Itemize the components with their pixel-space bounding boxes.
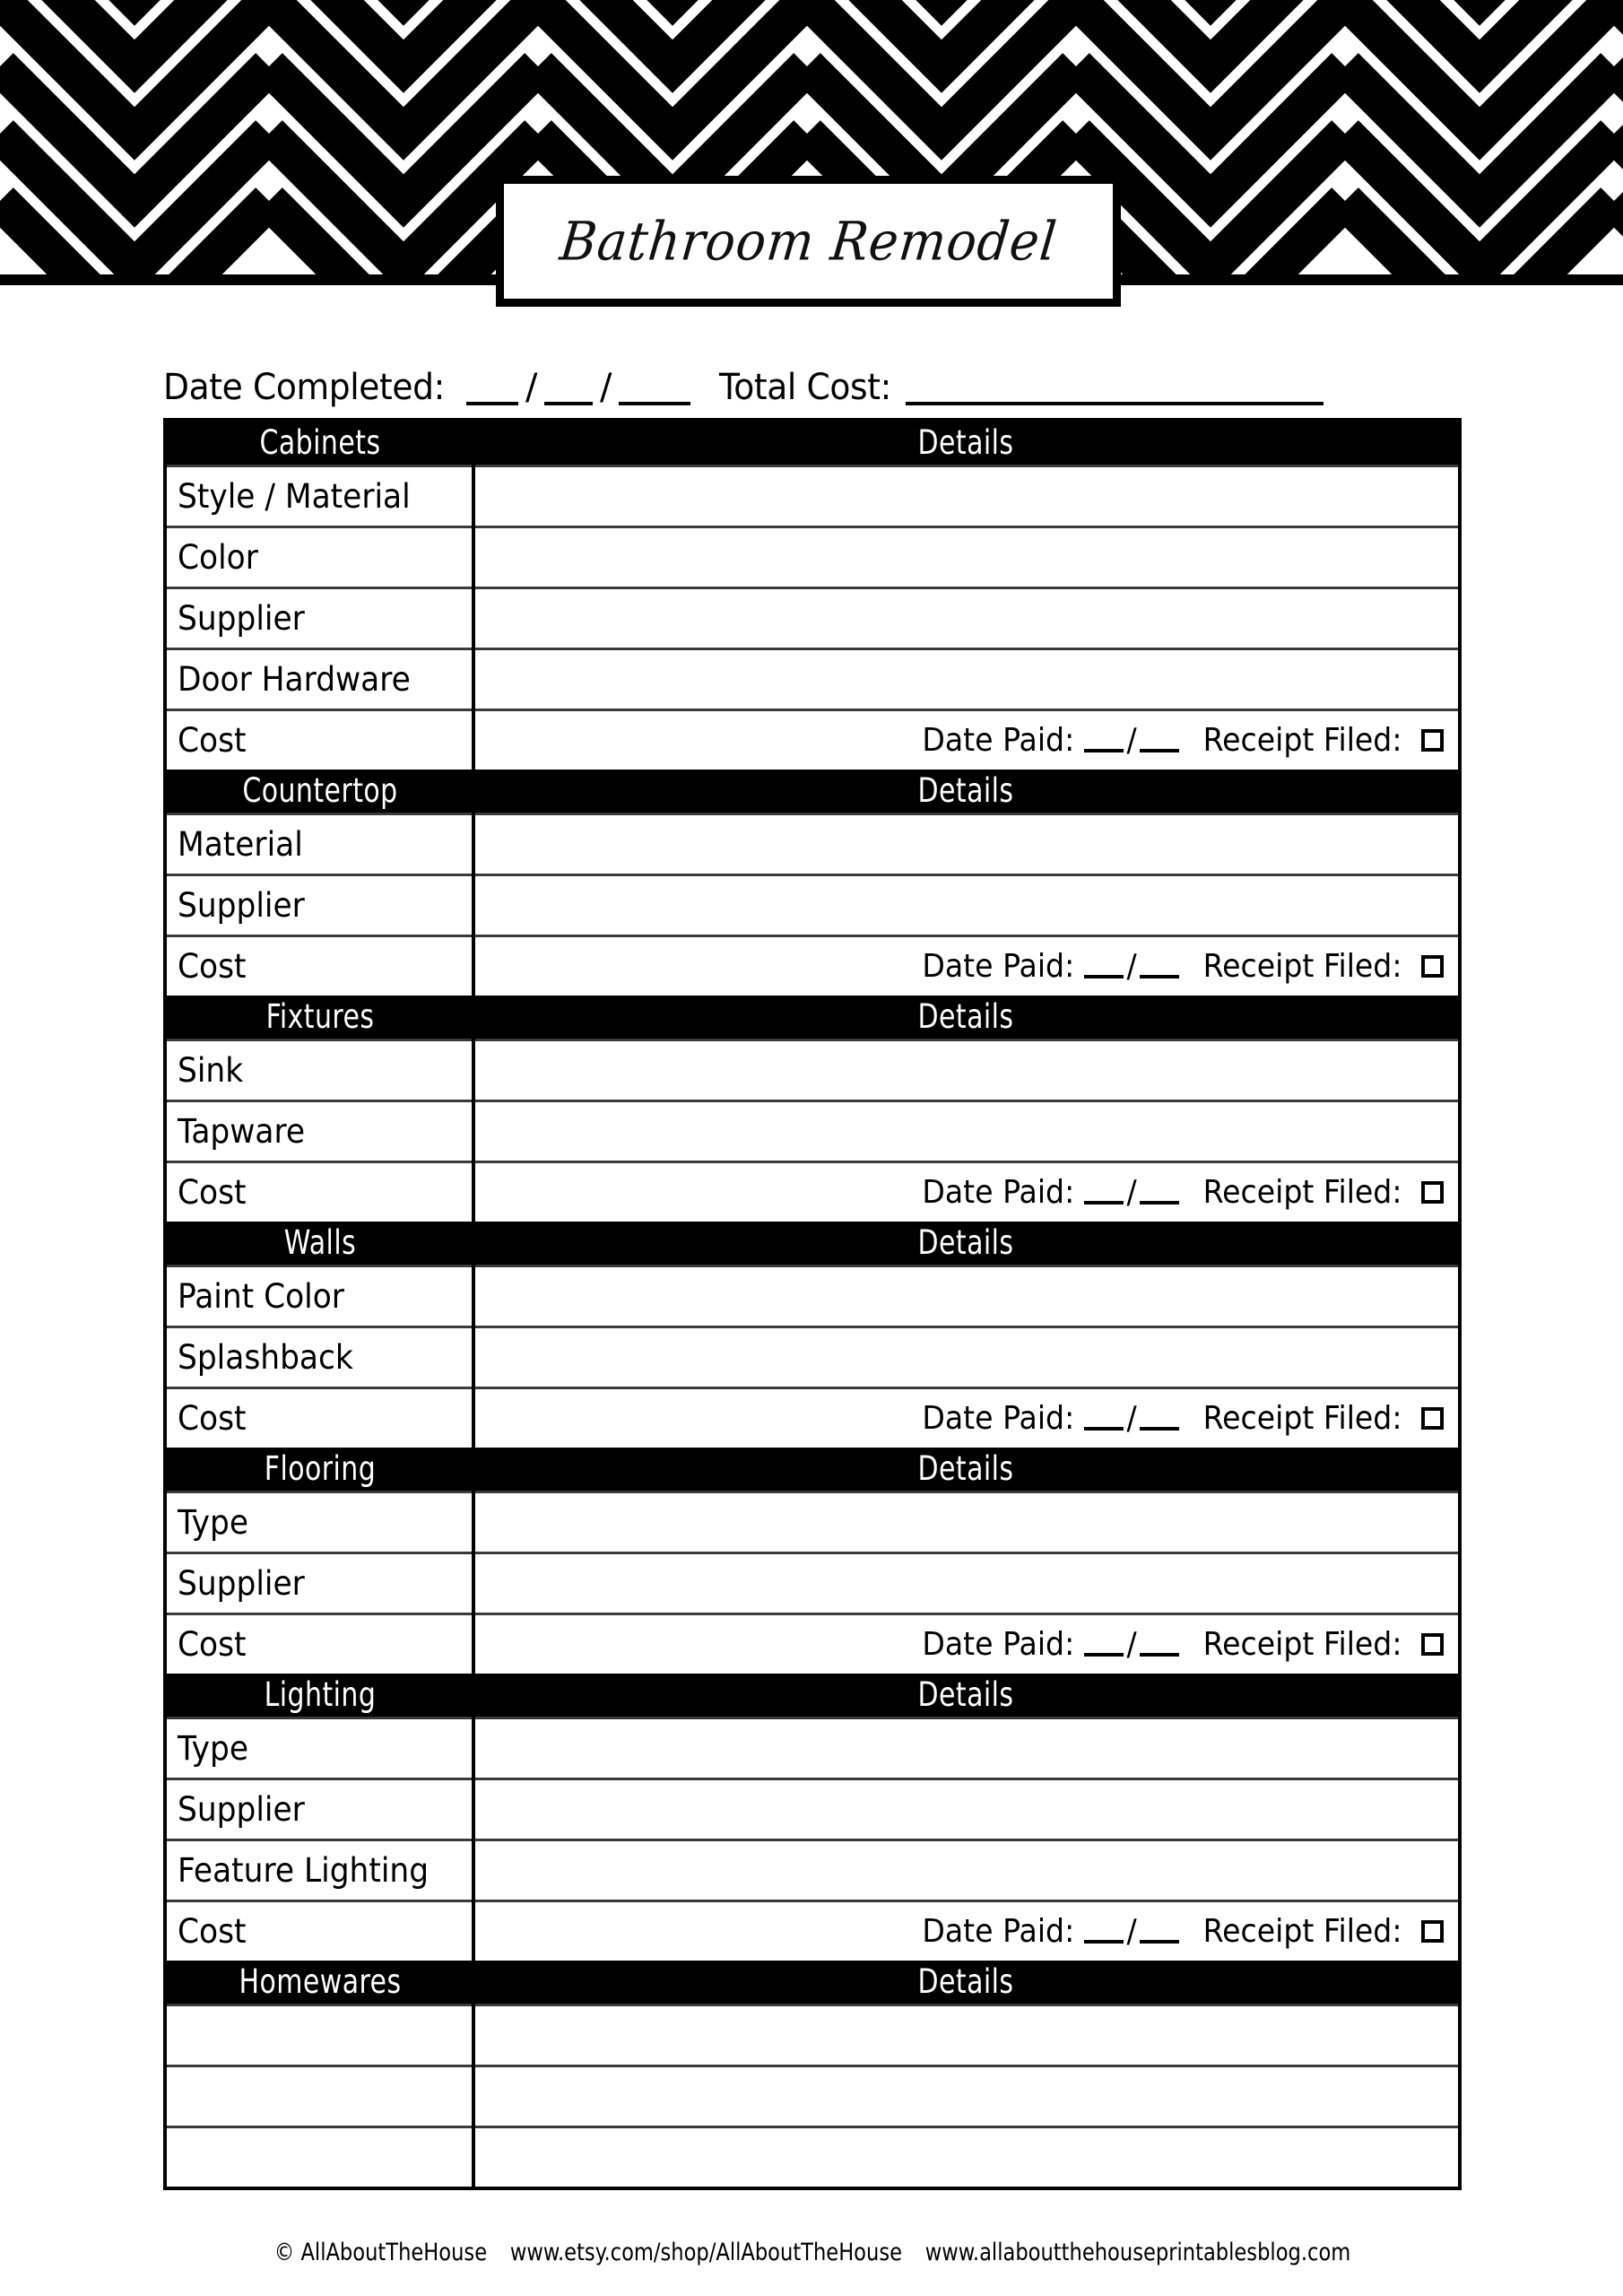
date-day-blank[interactable] bbox=[466, 375, 518, 405]
section-header-row bbox=[165, 1674, 1460, 1718]
date-separator-2: / bbox=[600, 367, 612, 408]
footer-blog-url[interactable]: www.allaboutthehouseprintablesblog.com bbox=[924, 2239, 1351, 2266]
receipt-filed-label: Receipt Filed: bbox=[1202, 947, 1402, 985]
table-row bbox=[165, 1327, 1460, 1388]
table-row bbox=[165, 1266, 1460, 1327]
cost-detail-group bbox=[475, 711, 1458, 770]
table-row bbox=[165, 1779, 1460, 1840]
section-header-row bbox=[165, 996, 1460, 1040]
section-name-cell bbox=[165, 1961, 473, 2005]
table-row bbox=[165, 1101, 1460, 1162]
row-label-cell bbox=[165, 1101, 473, 1162]
table-row bbox=[165, 2127, 1460, 2189]
row-label-cell bbox=[165, 588, 473, 649]
row-label: Sink bbox=[178, 1051, 244, 1090]
row-details-cell[interactable] bbox=[473, 1266, 1460, 1327]
row-label-cell bbox=[165, 710, 473, 770]
table-row bbox=[165, 1492, 1460, 1553]
row-details-cell[interactable] bbox=[473, 1779, 1460, 1840]
receipt-filed-checkbox[interactable] bbox=[1421, 955, 1444, 978]
row-details-cell[interactable] bbox=[473, 466, 1460, 527]
date-paid-label: Date Paid: bbox=[922, 1625, 1075, 1663]
row-label-cell bbox=[165, 1901, 473, 1961]
row-details-cell[interactable] bbox=[473, 1388, 1460, 1448]
details-header-cell bbox=[473, 770, 1460, 814]
cost-detail-group bbox=[475, 1389, 1458, 1448]
table-row bbox=[165, 936, 1460, 996]
table-row bbox=[165, 2005, 1460, 2066]
row-details-cell[interactable] bbox=[473, 1718, 1460, 1779]
section-name-cell bbox=[165, 770, 473, 814]
row-label-cell bbox=[165, 875, 473, 936]
row-details-cell[interactable] bbox=[473, 2127, 1460, 2189]
date-paid-label: Date Paid: bbox=[922, 1912, 1075, 1950]
row-label-cell bbox=[165, 2127, 473, 2189]
row-label-cell bbox=[165, 2066, 473, 2127]
receipt-filed-label: Receipt Filed: bbox=[1202, 1173, 1402, 1211]
row-details-cell[interactable] bbox=[473, 1492, 1460, 1553]
section-header-row bbox=[165, 420, 1460, 466]
row-details-cell[interactable] bbox=[473, 2066, 1460, 2127]
row-details-cell[interactable] bbox=[473, 1327, 1460, 1388]
details-header-cell bbox=[473, 1961, 1460, 2005]
details-column-header: Details bbox=[917, 1223, 1014, 1262]
row-details-cell[interactable] bbox=[473, 1553, 1460, 1614]
row-details-cell[interactable] bbox=[473, 710, 1460, 770]
date-completed-label: Date Completed: bbox=[163, 367, 445, 408]
receipt-filed-label: Receipt Filed: bbox=[1202, 1912, 1402, 1950]
table-row bbox=[165, 814, 1460, 875]
row-label: Cost bbox=[178, 721, 247, 760]
section-name-cell bbox=[165, 996, 473, 1040]
table-row bbox=[165, 527, 1460, 588]
footer-copyright: © AllAboutTheHouse bbox=[273, 2239, 488, 2266]
date-paid-month-blank[interactable] bbox=[1140, 729, 1179, 752]
details-column-header: Details bbox=[917, 1675, 1014, 1714]
row-details-cell[interactable] bbox=[473, 1840, 1460, 1901]
row-label-cell bbox=[165, 1492, 473, 1553]
row-details-cell[interactable] bbox=[473, 1101, 1460, 1162]
details-header-cell bbox=[473, 1448, 1460, 1492]
date-paid-month-blank[interactable] bbox=[1140, 955, 1179, 978]
row-label: Cost bbox=[178, 1625, 247, 1664]
details-header-cell bbox=[473, 1222, 1460, 1266]
row-details-cell[interactable] bbox=[473, 1614, 1460, 1674]
date-paid-day-blank[interactable] bbox=[1084, 955, 1124, 978]
table-row bbox=[165, 1840, 1460, 1901]
table-row bbox=[165, 588, 1460, 649]
date-paid-separator: / bbox=[1126, 721, 1137, 759]
row-label-cell bbox=[165, 466, 473, 527]
page-title: Bathroom Remodel bbox=[557, 210, 1060, 273]
row-label-cell bbox=[165, 814, 473, 875]
details-column-header: Details bbox=[917, 1449, 1014, 1488]
cost-detail-group bbox=[475, 1163, 1458, 1222]
details-column-header: Details bbox=[917, 997, 1014, 1036]
row-label: Cost bbox=[178, 947, 247, 986]
row-label: Type bbox=[178, 1503, 249, 1542]
table-row bbox=[165, 466, 1460, 527]
row-label-cell bbox=[165, 649, 473, 710]
date-paid-day-blank[interactable] bbox=[1084, 1407, 1124, 1431]
section-title: Cabinets bbox=[259, 423, 381, 462]
row-label: Supplier bbox=[178, 599, 305, 638]
section-name-cell bbox=[165, 1674, 473, 1718]
date-paid-separator: / bbox=[1126, 1912, 1137, 1950]
receipt-filed-label: Receipt Filed: bbox=[1202, 1625, 1402, 1663]
section-title: Countertop bbox=[242, 771, 398, 810]
row-label: Paint Color bbox=[178, 1277, 344, 1316]
section-name-cell bbox=[165, 420, 473, 466]
row-label-cell bbox=[165, 1327, 473, 1388]
row-label: Cost bbox=[178, 1912, 247, 1951]
row-details-cell[interactable] bbox=[473, 649, 1460, 710]
footer bbox=[209, 2239, 1417, 2266]
date-paid-separator: / bbox=[1126, 947, 1137, 985]
row-label: Style / Material bbox=[178, 477, 411, 516]
receipt-filed-checkbox[interactable] bbox=[1421, 729, 1444, 752]
section-header-row bbox=[165, 1961, 1460, 2005]
date-paid-label: Date Paid: bbox=[922, 947, 1075, 985]
details-column-header: Details bbox=[917, 771, 1014, 810]
footer-shop-url[interactable]: www.etsy.com/shop/AllAboutTheHouse bbox=[509, 2239, 903, 2266]
section-title: Walls bbox=[283, 1223, 357, 1262]
table-row bbox=[165, 1718, 1460, 1779]
row-label: Supplier bbox=[178, 1790, 305, 1829]
date-paid-month-blank[interactable] bbox=[1140, 1920, 1179, 1944]
date-month-blank[interactable] bbox=[544, 375, 593, 405]
row-label-cell bbox=[165, 1840, 473, 1901]
table-row bbox=[165, 710, 1460, 770]
section-header-row bbox=[165, 1448, 1460, 1492]
row-details-cell[interactable] bbox=[473, 875, 1460, 936]
row-label: Cost bbox=[178, 1399, 247, 1438]
row-label: Tapware bbox=[178, 1112, 306, 1151]
row-label-cell bbox=[165, 1388, 473, 1448]
section-header-row bbox=[165, 1222, 1460, 1266]
row-details-cell[interactable] bbox=[473, 1162, 1460, 1222]
row-details-cell[interactable] bbox=[473, 527, 1460, 588]
row-label: Color bbox=[178, 538, 258, 577]
date-paid-day-blank[interactable] bbox=[1084, 1920, 1124, 1944]
table-row bbox=[165, 875, 1460, 936]
table-row bbox=[165, 1553, 1460, 1614]
date-paid-month-blank[interactable] bbox=[1140, 1633, 1179, 1657]
receipt-filed-label: Receipt Filed: bbox=[1202, 1399, 1402, 1437]
section-header-row bbox=[165, 770, 1460, 814]
row-label-cell bbox=[165, 1718, 473, 1779]
date-paid-day-blank[interactable] bbox=[1084, 1181, 1124, 1205]
table-row bbox=[165, 1614, 1460, 1674]
table-row bbox=[165, 2066, 1460, 2127]
row-label-cell bbox=[165, 1779, 473, 1840]
receipt-filed-checkbox[interactable] bbox=[1421, 1407, 1444, 1430]
details-header-cell bbox=[473, 1674, 1460, 1718]
row-label: Door Hardware bbox=[178, 660, 411, 699]
row-label: Material bbox=[178, 825, 303, 864]
section-name-cell bbox=[165, 1222, 473, 1266]
row-label: Cost bbox=[178, 1173, 247, 1212]
details-header-cell bbox=[473, 996, 1460, 1040]
date-paid-label: Date Paid: bbox=[922, 721, 1075, 759]
row-details-cell[interactable] bbox=[473, 814, 1460, 875]
details-header-cell bbox=[473, 420, 1460, 466]
row-label-cell bbox=[165, 527, 473, 588]
row-label: Supplier bbox=[178, 886, 305, 925]
date-paid-day-blank[interactable] bbox=[1084, 1633, 1124, 1657]
total-cost-label: Total Cost: bbox=[719, 367, 892, 408]
date-paid-separator: / bbox=[1126, 1625, 1137, 1663]
date-separator-1: / bbox=[525, 367, 538, 408]
row-details-cell[interactable] bbox=[473, 1040, 1460, 1101]
row-label: Feature Lighting bbox=[178, 1851, 430, 1890]
row-label-cell bbox=[165, 1614, 473, 1674]
row-details-cell[interactable] bbox=[473, 936, 1460, 996]
date-paid-month-blank[interactable] bbox=[1140, 1407, 1179, 1431]
row-label-cell bbox=[165, 1162, 473, 1222]
receipt-filed-label: Receipt Filed: bbox=[1202, 721, 1402, 759]
section-title: Homewares bbox=[239, 1962, 402, 2001]
section-title: Flooring bbox=[264, 1449, 377, 1488]
table-row bbox=[165, 1388, 1460, 1448]
cost-detail-group bbox=[475, 937, 1458, 996]
receipt-filed-checkbox[interactable] bbox=[1421, 1920, 1444, 1943]
title-plaque bbox=[496, 176, 1121, 307]
date-paid-label: Date Paid: bbox=[922, 1399, 1075, 1437]
row-label-cell bbox=[165, 1040, 473, 1101]
date-year-blank[interactable] bbox=[619, 375, 690, 405]
section-title: Lighting bbox=[264, 1675, 377, 1714]
receipt-filed-checkbox[interactable] bbox=[1421, 1181, 1444, 1204]
row-details-cell[interactable] bbox=[473, 2005, 1460, 2066]
total-cost-blank[interactable] bbox=[906, 375, 1324, 405]
row-label-cell bbox=[165, 1266, 473, 1327]
row-label-cell bbox=[165, 2005, 473, 2066]
remodel-table bbox=[163, 418, 1462, 2190]
table-row bbox=[165, 1901, 1460, 1961]
meta-line bbox=[163, 352, 1462, 408]
row-details-cell[interactable] bbox=[473, 588, 1460, 649]
row-label-cell bbox=[165, 936, 473, 996]
date-paid-month-blank[interactable] bbox=[1140, 1181, 1179, 1205]
table-row bbox=[165, 1162, 1460, 1222]
details-column-header: Details bbox=[917, 423, 1014, 462]
table-row bbox=[165, 649, 1460, 710]
details-column-header: Details bbox=[917, 1962, 1014, 2001]
receipt-filed-checkbox[interactable] bbox=[1421, 1633, 1444, 1656]
cost-detail-group bbox=[475, 1902, 1458, 1961]
row-label: Type bbox=[178, 1729, 249, 1768]
row-label-cell bbox=[165, 1553, 473, 1614]
row-label: Splashback bbox=[178, 1338, 353, 1377]
date-paid-separator: / bbox=[1126, 1173, 1137, 1211]
row-details-cell[interactable] bbox=[473, 1901, 1460, 1961]
section-title: Fixtures bbox=[265, 997, 375, 1036]
section-name-cell bbox=[165, 1448, 473, 1492]
cost-detail-group bbox=[475, 1615, 1458, 1674]
row-label: Supplier bbox=[178, 1564, 305, 1603]
date-paid-day-blank[interactable] bbox=[1084, 729, 1124, 752]
table-row bbox=[165, 1040, 1460, 1101]
date-paid-label: Date Paid: bbox=[922, 1173, 1075, 1211]
date-paid-separator: / bbox=[1126, 1399, 1137, 1437]
